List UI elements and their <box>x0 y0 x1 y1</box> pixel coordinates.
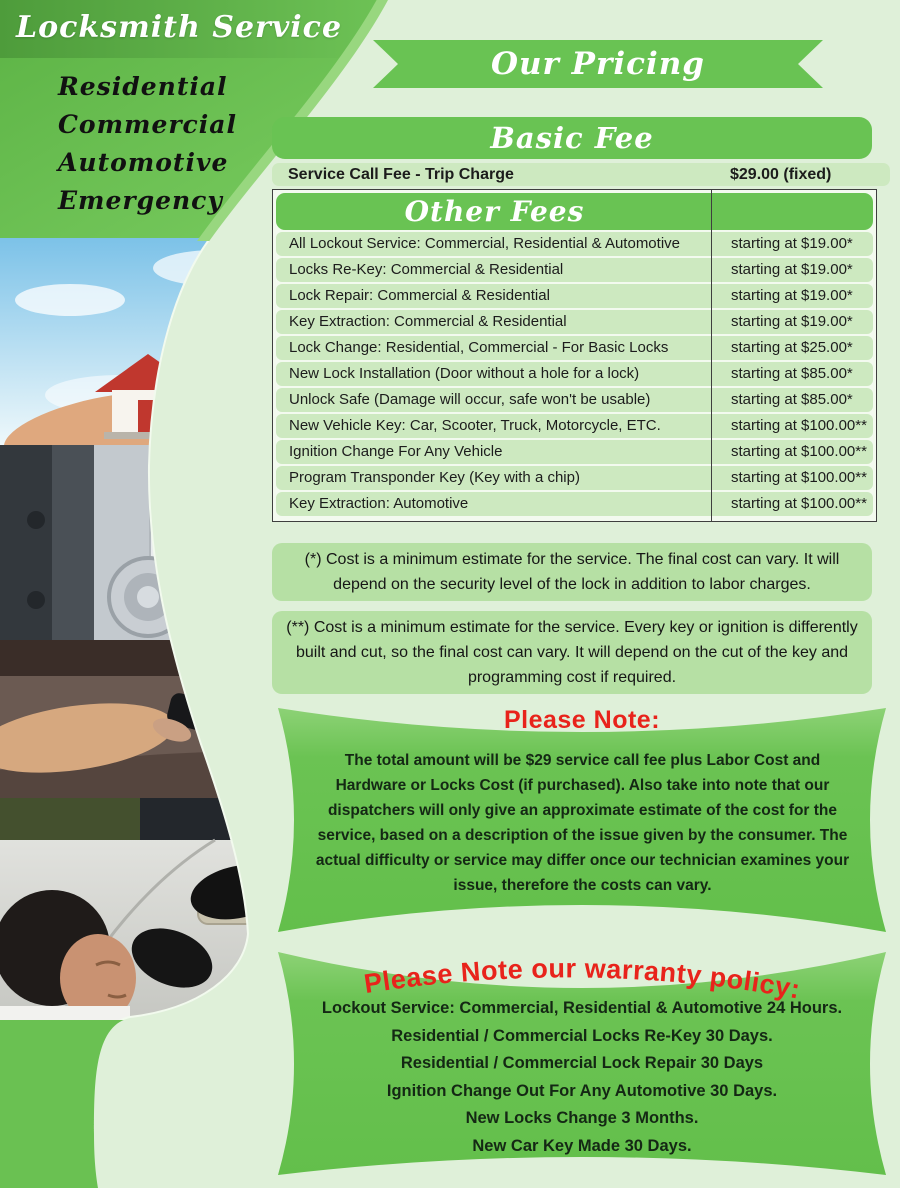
fee-label: Locks Re-Key: Commercial & Residential <box>289 261 564 278</box>
please-note-body: The total amount will be $29 service call fee plus Labor Cost and Hardware or Locks Cost (if purchased). Also take into note that our dispatchers will only give an approximate estimate of the cost for the service, based on a description of the issue given by the consumer. The actual difficulty or service may differ once our technician examines your issue, therefore the costs can vary. <box>315 752 850 894</box>
fee-price: starting at $85.00* <box>731 365 853 382</box>
warranty-item: New Locks Change 3 Months. <box>465 1109 699 1127</box>
service-call-fee-row <box>272 163 890 186</box>
fee-price: starting at $25.00* <box>731 339 853 356</box>
warranty-item: New Car Key Made 30 Days. <box>472 1136 692 1155</box>
fee-label: Key Extraction: Automotive <box>289 495 469 512</box>
service-type-list <box>58 68 237 220</box>
warranty-item: Ignition Change Out For Any Automotive 30 Days. <box>386 1081 778 1100</box>
service-type-automotive: Automotive <box>58 148 229 177</box>
price-column-divider <box>711 190 712 521</box>
fee-row <box>276 492 873 516</box>
warranty-policy-list <box>273 995 891 1160</box>
service-type-residential: Residential <box>58 72 228 101</box>
fee-price: starting at $100.00** <box>731 495 867 512</box>
fee-row <box>276 284 873 308</box>
basic-fee-header: Basic Fee <box>272 117 872 159</box>
fee-price: starting at $100.00** <box>731 469 867 486</box>
fee-row <box>276 388 873 412</box>
fee-row <box>276 258 873 282</box>
other-fees-table <box>272 189 877 522</box>
fee-price: starting at $19.00* <box>731 313 853 330</box>
fee-price: starting at $100.00** <box>731 443 867 460</box>
other-fees-header <box>276 193 873 230</box>
fee-label: New Lock Installation (Door without a hole for a lock) <box>289 365 640 382</box>
fee-label: Ignition Change For Any Vehicle <box>289 443 503 460</box>
other-fees-header-label: Other Fees <box>404 195 585 228</box>
service-type-emergency: Emergency <box>58 186 223 215</box>
fee-label: Lock Repair: Commercial & Residential <box>289 287 550 304</box>
note-single-star: (*) Cost is a minimum estimate for the service. The final cost can vary. It will depend on the security level of the lock in addition to labor charges. <box>272 543 872 601</box>
fee-label: New Vehicle Key: Car, Scooter, Truck, Motorcycle, ETC. <box>289 417 661 434</box>
fee-price: starting at $19.00* <box>731 287 853 304</box>
warranty-item: Lockout Service: Commercial, Residential & Automotive 24 Hours. <box>321 999 843 1017</box>
fee-price: starting at $100.00** <box>731 417 867 434</box>
fee-price: starting at $85.00* <box>731 391 853 408</box>
warranty-item: Residential / Commercial Lock Repair 30 Days <box>400 1054 764 1072</box>
fee-row <box>276 466 873 490</box>
service-call-fee-label: Service Call Fee - Trip Charge <box>288 166 514 183</box>
fee-row <box>276 232 873 256</box>
service-call-fee-price: $29.00 (fixed) <box>730 166 832 183</box>
fee-row <box>276 310 873 334</box>
fee-price: starting at $19.00* <box>731 261 853 278</box>
fee-label: All Lockout Service: Commercial, Residential & Automotive <box>289 235 680 252</box>
service-type-commercial: Commercial <box>58 110 237 139</box>
warranty-item: Residential / Commercial Locks Re-Key 30 Days. <box>391 1026 773 1045</box>
note-double-star: (**) Cost is a minimum estimate for the service. Every key or ignition is differently built and cut, so the final cost can vary. It will depend on the cut of the key and programming cost if required. <box>272 611 872 694</box>
fee-label: Lock Change: Residential, Commercial - For Basic Locks <box>289 339 669 356</box>
fee-label: Unlock Safe (Damage will occur, safe won't be usable) <box>289 391 651 408</box>
fee-label: Program Transponder Key (Key with a chip) <box>289 469 580 486</box>
sidebar-title: Locksmith Service <box>16 10 343 45</box>
fee-label: Key Extraction: Commercial & Residential <box>289 313 567 330</box>
fee-row <box>276 414 873 438</box>
fee-row <box>276 440 873 464</box>
pricing-banner-title: Our Pricing <box>491 46 705 82</box>
fee-price: starting at $19.00* <box>731 235 853 252</box>
warranty-heading: Please Note our warranty policy: <box>362 953 803 1005</box>
fee-row <box>276 336 873 360</box>
fee-row <box>276 362 873 386</box>
please-note-heading: Please Note: <box>503 706 661 734</box>
